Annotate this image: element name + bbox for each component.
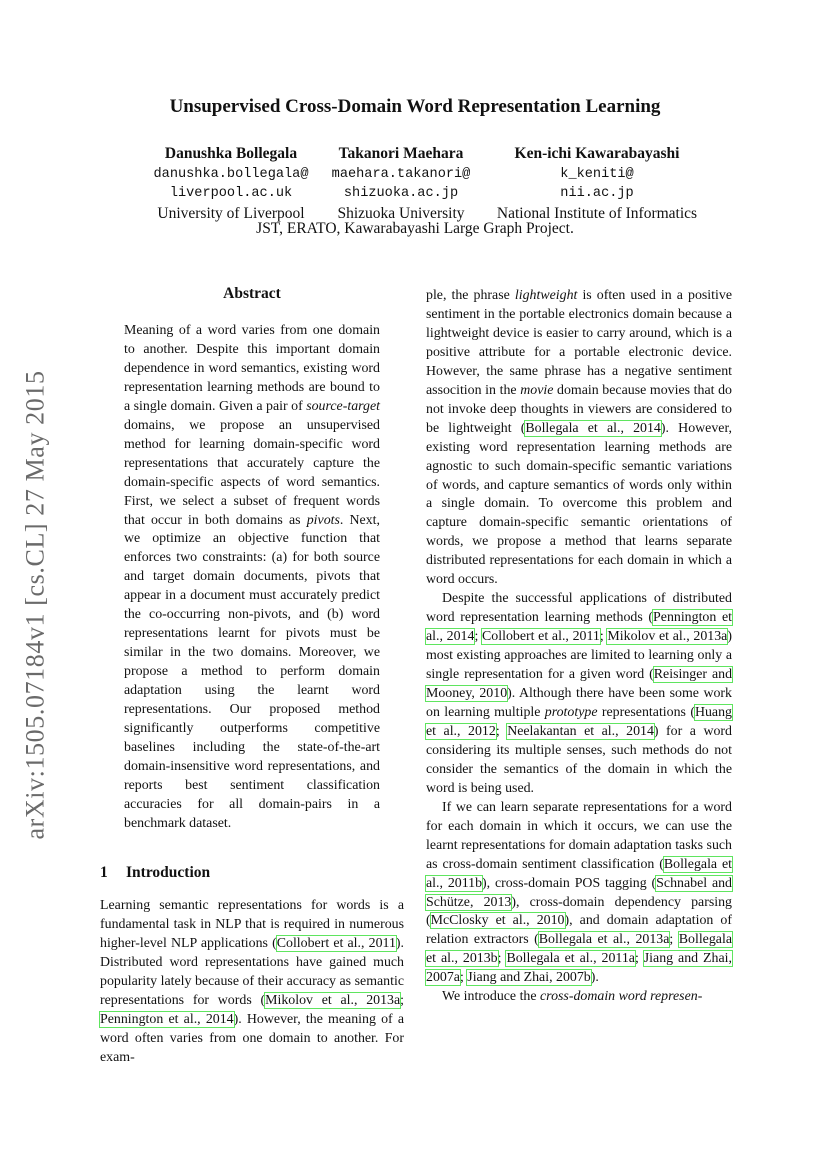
section-number: 1 <box>100 864 108 881</box>
citation-link[interactable]: Bollegala et al., 2013a <box>538 932 670 948</box>
author-affiliation: University of Liverpool <box>157 205 305 222</box>
citation-link[interactable]: Jiang and Zhai, 2007a <box>426 951 732 986</box>
citation-link[interactable]: Bollegala et al., 2014 <box>525 420 661 436</box>
introduction-right-column <box>426 287 732 1007</box>
author-block-3 <box>482 143 712 224</box>
author-name: Ken-ichi Kawarabayashi <box>514 145 680 162</box>
abstract-body <box>124 322 380 834</box>
citation-link[interactable]: Pennington et al., 2014 <box>426 610 733 645</box>
citation-link[interactable]: Collobert et al., 2011 <box>276 935 396 951</box>
author-name: Danushka Bollegala <box>164 145 298 162</box>
citation-link[interactable]: Bollegala et al., 2011a <box>506 951 635 967</box>
arxiv-stamp-text: arXiv:1505.07184v1 [cs.CL] 27 May 2015 <box>21 370 51 840</box>
author-affiliation: Shizuoka University <box>337 205 465 222</box>
intro-paragraph-2: Despite the successful applications of distributed word representation learning methods (Pennington et al., 2014; Collobert et al., 2011; Mikolov et al., 2013a) most existing approaches are limited to learning only a single representation for a given word (Reisinger and Mooney, 2010). Although there have been some work on learning multiple prototype representations (Huang et al., 2012; Neelakantan et al., 2014) for a word considering its multiple senses, such methods do not consider the semantics of the domain in which the word is being used. <box>426 591 733 796</box>
author-name: Takanori Maehara <box>338 145 464 162</box>
section-heading-introduction <box>100 864 210 882</box>
citation-link[interactable]: Neelakantan et al., 2014 <box>507 723 654 739</box>
author-email-line2: nii.ac.jp <box>560 186 634 201</box>
author-email-line2: shizuoka.ac.jp <box>343 186 459 201</box>
abstract-heading: Abstract <box>223 285 281 302</box>
introduction-left-column <box>100 897 404 1068</box>
arxiv-identifier <box>14 345 58 865</box>
author-email-line1: k_keniti@ <box>560 167 634 182</box>
citation-link[interactable]: Huang et al., 2012 <box>426 704 732 739</box>
grant-acknowledgement: JST, ERATO, Kawarabayashi Large Graph Project. <box>256 220 574 237</box>
author-block-1 <box>133 143 329 224</box>
intro-paragraph-3: If we can learn separate representations for a word for each domain in which it occurs, we can use the learnt representations for domain adaptation tasks such as cross-domain sentiment classification (Bollegala et al., 2011b), cross-domain POS tagging (Schnabel and Schütze, 2013), cross-domain dependency parsing (McClosky et al., 2010), and domain adaptation of relation extractors (Bollegala et al., 2013a; Bollegala et al., 2013b; Bollegala et al., 2011a; Jiang and Zhai, 2007a; Jiang and Zhai, 2007b). <box>426 799 733 986</box>
citation-link[interactable]: Mikolov et al., 2013a <box>607 629 728 645</box>
intro-paragraph-1-cont: ple, the phrase lightweight is often used in a positive sentiment in the portable electronics domain because a lightweight device is easier to carry around, which is a positive attribute for a portable electronic device. However, the same phrase has a negative sentiment assocition in the movie domain because movies that do not invoke deep thoughts in viewers are considered to be lightweight (Bollegala et al., 2014). However, existing word representation learning methods are agnostic to such domain-specific semantic variations of words, and capture semantics of words only within a single domain. To overcome this problem and capture domain-specific semantic orientations of words, we propose a method that learns separate distributed representations for each domain in which a word occurs. <box>426 288 732 588</box>
citation-link[interactable]: Reisinger and Mooney, 2010 <box>426 667 733 702</box>
citation-link[interactable]: Mikolov et al., 2013a <box>265 992 401 1008</box>
abstract-paragraph: Meaning of a word varies from one domain to another. Despite this important domain dependence in word semantics, existing word representation learning methods are bound to a single domain. Given a pair of source-target domains, we propose an unsupervised method for learning domain-specific word representations that accurately capture the domain-specific aspects of word semantics. First, we select a subset of frequent words that occur in both domains as pivots. Next, we optimize an objective function that enforces two constraints: (a) for both source and target domain documents, pivots that appear in a document must accurately predict the co-occurring non-pivots, and (b) word representations learnt for pivots must be similar in the two domains. Moreover, we propose a method to perform domain adaptation using the learnt word representations. Our proposed method significantly outperforms competitive baselines including the state-of-the-art domain-insensitive word representations, and reports best sentiment classification accuracies for all domain-pairs in a benchmark dataset. <box>124 323 381 831</box>
citation-link[interactable]: Schnabel and Schütze, 2013 <box>426 875 732 910</box>
citation-link[interactable]: Bollegala et al., 2011b <box>426 856 732 891</box>
author-affiliation: National Institute of Informatics <box>496 205 698 222</box>
citation-link[interactable]: Jiang and Zhai, 2007b <box>467 970 591 986</box>
citation-link[interactable]: Collobert et al., 2011 <box>482 629 600 645</box>
paper-title: Unsupervised Cross-Domain Word Representation Learning <box>169 96 661 117</box>
author-email-line2: liverpool.ac.uk <box>169 186 293 201</box>
intro-paragraph-4: We introduce the cross-domain word represen- <box>442 989 703 1005</box>
author-block-2 <box>326 143 476 224</box>
citation-link[interactable]: McClosky et al., 2010 <box>430 913 565 929</box>
intro-paragraph-1: Learning semantic representations for words is a fundamental task in NLP that is required in numerous higher-level NLP applications (Collobert et al., 2011). Distributed word representations have gained much popularity lately because of their accuracy as semantic representations for words (Mikolov et al., 2013a; Pennington et al., 2014). However, the meaning of a word often varies from one domain to another. For exam- <box>100 898 404 1065</box>
citation-link[interactable]: Pennington et al., 2014 <box>100 1011 234 1027</box>
author-email-line1: maehara.takanori@ <box>331 167 471 182</box>
section-title: Introduction <box>126 864 211 881</box>
citation-link[interactable]: Bollegala et al., 2013b <box>426 932 732 967</box>
author-email-line1: danushka.bollegala@ <box>153 167 309 182</box>
